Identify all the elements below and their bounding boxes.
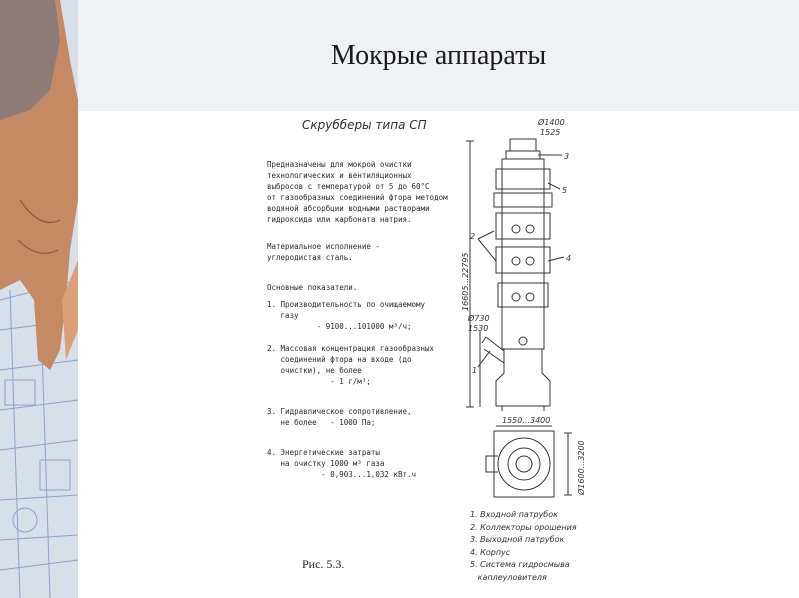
drawing-part [526,225,534,233]
intro-line: выбросов с температурой от 5 до 60°С [267,182,430,191]
drawing-part [478,231,496,261]
drawing-part [496,349,550,406]
callout-label: 5 [562,186,568,195]
dim-label: 1550...3400 [502,416,551,425]
document-heading: Скрубберы типа СП [302,118,427,132]
indicator-line: 3. Гидравлическое сопротивление, [267,407,412,416]
scanned-document [262,111,602,598]
drawing-part [510,139,536,151]
indicator-line: очистки), не более [267,366,362,375]
drawing-part [498,283,548,307]
indicator-line: - 0,903...1,032 кВт.ч [267,470,417,479]
legend-item: 3. Выходной патрубок [470,535,565,544]
indicator-line: 4. Энергетические затраты [267,448,380,457]
drawing-part [519,337,527,345]
drawing-part [494,193,552,207]
drawing-part [502,159,544,349]
drawing-part [496,169,550,189]
dim-label: 1530 [468,324,489,333]
drawing-legend [470,509,577,584]
slide-title: Мокрые аппараты [330,40,547,71]
indicator-1 [267,299,467,332]
indicator-line: 1. Производительность по очищаемому [267,300,426,309]
drawing-part [496,247,550,273]
indicators-title: Основные показатели. [267,283,358,292]
indicator-line: на очистку 1000 м³ газа [267,459,385,468]
indicator-line: не более - 1000 Па; [267,418,376,427]
intro-line: гидроксида или карбоната натрия. [267,215,412,224]
legend-item: 5. Система гидросмыва [470,560,570,569]
indicator-line: - 1 г/м³; [267,377,371,386]
dim-label: Ø730 [468,314,490,323]
scrubber-drawing [458,111,602,506]
legend-item: 4. Корпус [470,547,511,557]
figure-caption: Рис. 5.3. [302,557,345,571]
indicator-line: газу [267,311,299,320]
drawing-part [512,257,520,265]
callout-label: 4 [566,254,572,263]
hand-photo [0,0,78,598]
drawing-part [526,293,534,301]
intro-line: технологических и вентиляционных [267,171,412,180]
hand-photo-art [0,0,78,598]
callout-label: 1 [472,366,478,375]
drawing-part [508,448,540,480]
callout-label: 2 [470,232,476,241]
callout-label: 3 [564,152,570,161]
material-line: углеродистая сталь. [267,253,353,262]
drawing-part [564,433,572,495]
drawing-part [512,293,520,301]
drawing-part [506,151,540,159]
dim-label: Ø1600...3200 [577,440,586,495]
intro-line: Предназначены для мокрой очистки [267,160,412,169]
legend-item: 1. Входной патрубок [470,510,558,519]
indicator-4 [267,447,467,480]
drawing-part [502,406,544,411]
drawing-part [486,456,498,472]
intro-text [267,159,467,225]
legend-item: 2. Коллекторы орошения [470,522,577,532]
drawing-part [496,213,550,239]
drawing-part [494,431,554,497]
indicator-2 [267,343,467,387]
drawing-part [516,456,532,472]
indicator-line: 2. Массовая концентрация газообразных [267,344,435,353]
indicator-line: соединений фтора на входе (до [267,355,412,364]
material-text [267,241,380,263]
drawing-part [482,337,504,363]
dim-label: Ø1400 [538,118,565,127]
drawing-part [512,225,520,233]
intro-line: от газообразных соединений фтора методом [267,193,448,202]
drawing-part [526,257,534,265]
dim-label: 1525 [540,128,561,137]
material-line: Материальное исполнение - [267,242,380,251]
intro-line: водяной абсорбции водными растворами [267,204,430,213]
indicator-3 [267,406,467,428]
legend-item: каплеуловителя [470,572,547,582]
dim-label: 16605...22795 [461,252,470,311]
drawing-part [498,438,550,490]
indicator-line: - 9100...101000 м³/ч; [267,322,412,331]
